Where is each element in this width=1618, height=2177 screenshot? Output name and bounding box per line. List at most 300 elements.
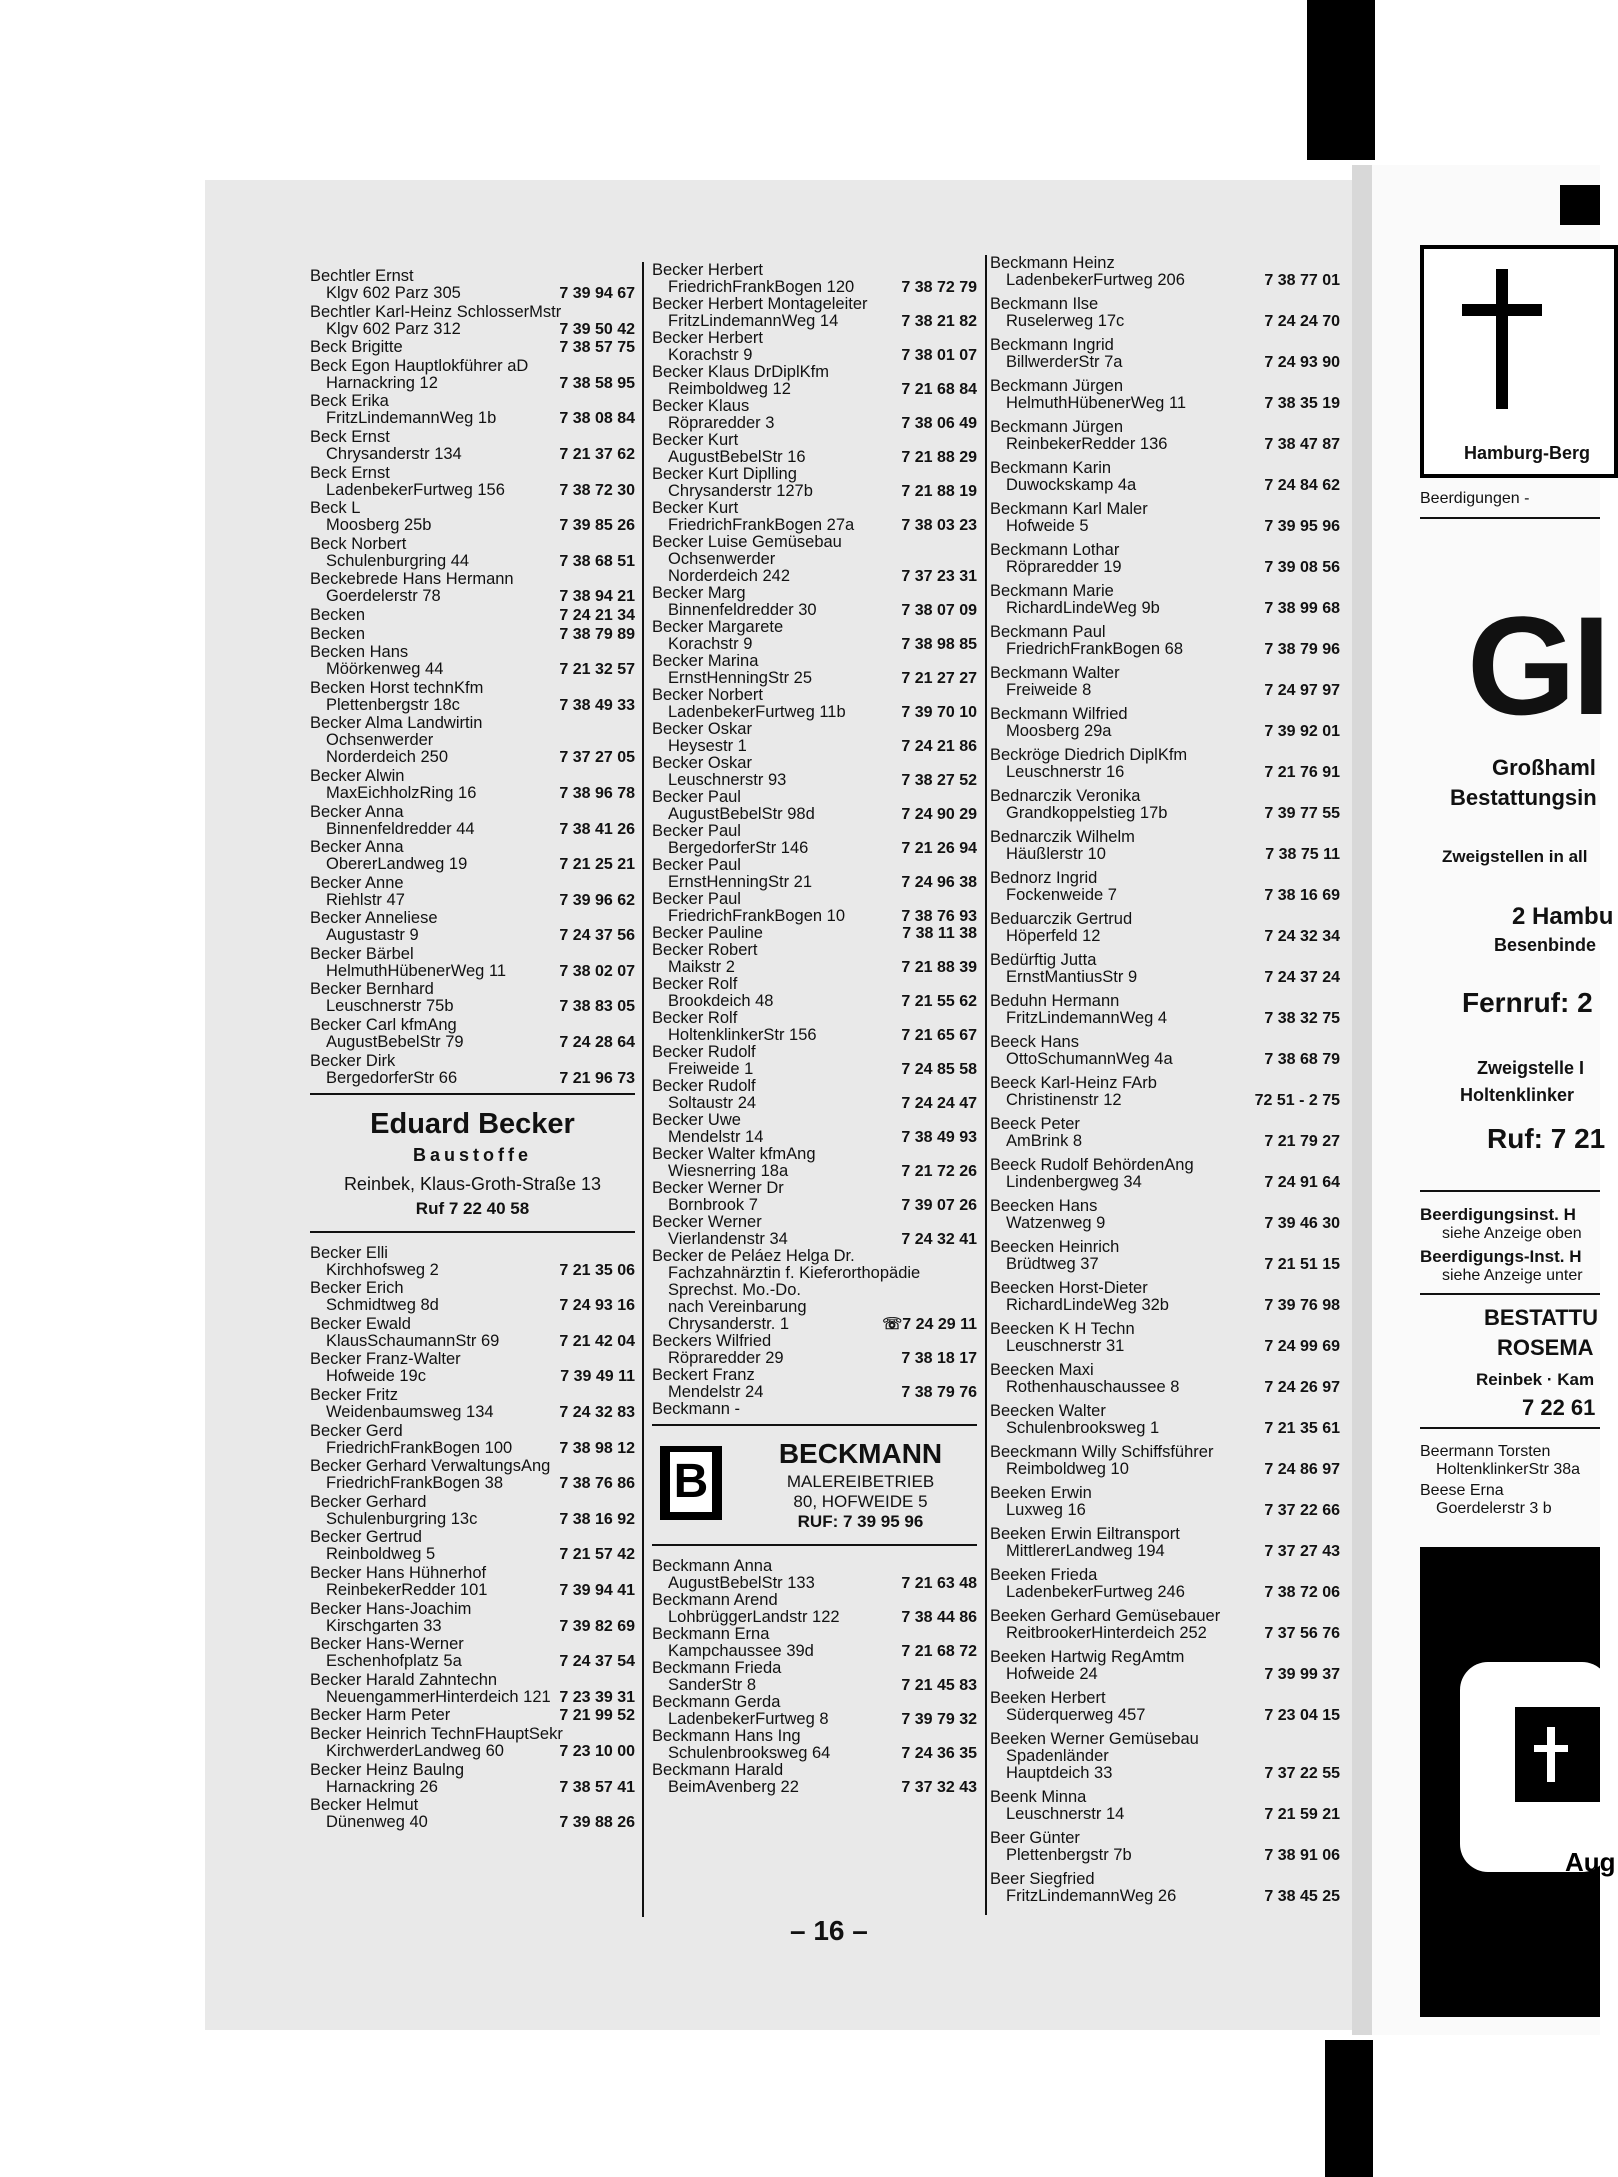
list-item [310, 875, 635, 909]
right-line-a: Großhaml [1492, 755, 1596, 780]
entry-address: Duwockskamp 4a [1006, 476, 1137, 494]
list-item [990, 583, 1340, 617]
entry-phone: 7 38 98 12 [559, 1439, 635, 1457]
entry-phone: 7 38 44 86 [901, 1609, 977, 1626]
entry-phone: 7 24 93 90 [1264, 354, 1340, 371]
entry-name: Becker Luise Gemüsebau [652, 533, 842, 551]
entry-phone: 7 23 39 31 [559, 1688, 635, 1706]
entry-name: Beckmann Hans Ing [652, 1727, 801, 1745]
cross-box-caption: Hamburg-Berg [1464, 443, 1591, 463]
entry-address: Freiweide 8 [1006, 681, 1092, 699]
entry-address: FriedrichFrankBogen 68 [1006, 640, 1184, 658]
entry-address: Binnenfeldredder 30 [668, 601, 817, 619]
entry-phone: 7 21 51 15 [1264, 1256, 1340, 1273]
entry-name: Becker Alwin [310, 766, 405, 785]
entry-phone: 7 38 02 07 [559, 962, 635, 980]
right-line-e: Besenbinde [1494, 935, 1597, 955]
entry-name: Becker Carl kfmAng [310, 1016, 457, 1035]
entry-address: Hofweide 19c [326, 1367, 426, 1386]
entry-address: LohbrüggerLandstr 122 [668, 1608, 840, 1626]
list-item [310, 607, 635, 624]
entry-phone: 7 21 79 27 [1264, 1133, 1340, 1150]
entry-name: Becker Klaus DrDiplKfm [652, 363, 829, 381]
right-rule-1 [1420, 517, 1600, 519]
entry-name: Becker Werner [652, 1213, 762, 1231]
entry-name: Becker Oskar [652, 754, 752, 772]
entry-address: Rothenhauschaussee 8 [1006, 1378, 1180, 1396]
right-line-c: Zweigstellen in all [1442, 847, 1588, 866]
entry-address: Reinboldweg 5 [326, 1545, 436, 1564]
list-item [652, 1367, 977, 1401]
entry-name: Beck Brigitte [310, 338, 403, 357]
entry-name: Beckmann Heinz [990, 254, 1115, 272]
entry-phone: 7 21 42 04 [559, 1332, 635, 1350]
entry-address: Leuschnerstr 31 [1006, 1337, 1125, 1355]
directory-column-2 [652, 262, 977, 1796]
list-item [652, 296, 977, 330]
binding-strip-top [1307, 0, 1375, 160]
list-item [990, 378, 1340, 412]
list-item [990, 1075, 1340, 1109]
ad-address: Reinbek, Klaus-Groth-Straße 13 [343, 1173, 602, 1194]
entry-address: Moosberg 29a [1006, 722, 1112, 740]
entry-name: Becker Kurt Diplling [652, 465, 797, 483]
entry-name: Beecken Walter [990, 1402, 1106, 1420]
entry-name: Beck Norbert [310, 534, 407, 553]
list-item [990, 1526, 1340, 1560]
right-line-d: 2 Hambu [1512, 903, 1614, 930]
entry-phone: 7 24 36 35 [901, 1745, 977, 1762]
list-item [652, 1214, 977, 1248]
entry-name: Becker Paul [652, 788, 741, 806]
entry-address: SanderStr 8 [668, 1676, 757, 1694]
list-item [310, 1494, 635, 1528]
entry-phone: 7 39 95 96 [1264, 518, 1340, 535]
entry-address: AugustBebelStr 133 [668, 1574, 815, 1592]
entry-name: Beck Ernst [310, 463, 390, 482]
entry-phone: ☏7 24 29 11 [882, 1316, 977, 1333]
entry-phone: 7 24 86 97 [1264, 1461, 1340, 1478]
entry-name: Beckmann Jürgen [990, 377, 1123, 395]
entry-phone: 7 38 03 23 [901, 517, 977, 534]
entry-address: BillwerderStr 7a [1006, 353, 1123, 371]
entry-address: BergedorferStr 146 [668, 839, 809, 857]
entry-name: Becker Werner Dr [652, 1179, 784, 1197]
entry-name: Becker Harm Peter [310, 1706, 451, 1725]
bestatt-2: ROSEMA [1497, 1335, 1594, 1360]
entry-phone: 7 38 76 86 [559, 1475, 635, 1493]
list-item [652, 1728, 977, 1762]
entry-name: Becken [310, 605, 366, 624]
entry-name: Beer Siegfried [990, 1870, 1095, 1888]
entry-phone: 7 21 88 19 [901, 483, 977, 500]
entry-name: Becker Anne [310, 873, 404, 892]
entry-phone: 7 24 93 16 [559, 1297, 635, 1315]
entry-name: Bednarczik Wilhelm [990, 828, 1135, 846]
list-item [652, 1180, 977, 1214]
entry-address: Röpraredder 19 [1006, 558, 1122, 576]
entry-name: Becker Gertrud [310, 1528, 422, 1547]
ad-title: BECKMANN [778, 1438, 943, 1469]
entry-address: Bornbrook 7 [668, 1196, 758, 1214]
entry-name: Becker Harald Zahntechn [310, 1670, 498, 1689]
entry-address: Korachstr 9 [668, 635, 753, 653]
entry-phone: 7 21 37 62 [559, 445, 635, 463]
entry-address: Hofweide 24 [1006, 1665, 1098, 1683]
list-item [652, 1248, 977, 1333]
list-item [310, 910, 635, 944]
entry-address: HelmuthHübenerWeg 11 [326, 961, 507, 980]
entry-name: Beckmann Ilse [990, 295, 1099, 313]
list-item [990, 624, 1340, 658]
entry-name: Becker Oskar [652, 720, 752, 738]
list-item [652, 1660, 977, 1694]
list-item [652, 1762, 977, 1796]
entry-address: Leuschnerstr 14 [1006, 1805, 1125, 1823]
entry-phone: 7 24 26 97 [1264, 1379, 1340, 1396]
section-rule [310, 1231, 635, 1233]
list-item [652, 1592, 977, 1626]
entry-name: Becker Rolf [652, 1009, 738, 1027]
list-item [990, 1403, 1340, 1437]
entry-name: Becker Rolf [652, 975, 738, 993]
entry-phone: 7 38 06 49 [901, 415, 977, 432]
entry-address: Freiweide 1 [668, 1060, 754, 1078]
list-item [652, 585, 977, 619]
entry-name: Beecken Hans [990, 1197, 1098, 1215]
entry-name: Beckmann Harald [652, 1761, 784, 1779]
entry-phone: 7 24 91 64 [1264, 1174, 1340, 1191]
entry-address: Goerdelerstr 78 [326, 587, 441, 606]
entry-name: Becker Herbert Montageleiter [652, 295, 868, 313]
list-item [990, 1239, 1340, 1273]
entry-phone: 7 21 88 39 [901, 959, 977, 976]
entry-name: Bechtler Ernst [310, 267, 414, 285]
entry-name: Beckebrede Hans Hermann [310, 570, 514, 589]
entry-phone: 7 39 46 30 [1264, 1215, 1340, 1232]
entry-name: Becker Heinrich TechnFHauptSekr [310, 1724, 563, 1743]
entry-address: Norderdeich 250 [326, 748, 448, 767]
ad-subtitle: Baustoffe [412, 1144, 532, 1165]
list-item [990, 1321, 1340, 1355]
right-list-1b: siehe Anzeige oben [1442, 1225, 1582, 1242]
entry-address: Chrysanderstr 127b [668, 482, 813, 500]
black-ad-bottom-text: Aug [1565, 1847, 1616, 1877]
entry-name: Becker Paul [652, 890, 741, 908]
entry-phone: 7 21 72 26 [901, 1163, 977, 1180]
entry-phone: 7 39 85 26 [559, 517, 635, 535]
entry-address: Schulenbrooksweg 64 [668, 1744, 831, 1762]
entry-name: Beckröge Diedrich DiplKfm [990, 746, 1188, 764]
entry-address: Reimboldweg 10 [1006, 1460, 1129, 1478]
entry-address: Ruselerweg 17c [1006, 312, 1125, 330]
entry-phone: 7 38 07 09 [901, 602, 977, 619]
entry-phone: 7 38 08 84 [559, 410, 635, 428]
entry-name: Beeck Peter [990, 1115, 1080, 1133]
entry-name: Beckmann Paul [990, 623, 1106, 641]
list-item [310, 1601, 635, 1635]
ad-logo [660, 1446, 722, 1520]
entry-name: Becker Kurt [652, 431, 739, 449]
list-item [990, 501, 1340, 535]
right-rule-4 [1420, 1427, 1600, 1429]
entry-name: Bedürftig Jutta [990, 951, 1097, 969]
entry-address: FriedrichFrankBogen 38 [326, 1474, 504, 1493]
entry-name: Becker Heinz Baulng [310, 1760, 465, 1779]
list-item [652, 432, 977, 466]
list-item [990, 788, 1340, 822]
list-item [310, 536, 635, 570]
entry-phone: 7 39 79 32 [901, 1711, 977, 1728]
list-item [652, 755, 977, 789]
list-item [990, 952, 1340, 986]
entry-address: AugustBebelStr 79 [326, 1033, 464, 1052]
entry-name: Beeken Werner Gemüsebau [990, 1730, 1199, 1748]
entry-name: Becker Gerd [310, 1421, 403, 1440]
list-item [990, 1731, 1340, 1782]
list-item [310, 1280, 635, 1314]
entry-name: Becker Ewald [310, 1314, 411, 1333]
entry-name: Beduhn Hermann [990, 992, 1120, 1010]
entry-phone: 7 24 24 70 [1264, 313, 1340, 330]
entry-phone: 7 37 27 43 [1264, 1543, 1340, 1560]
list-item [310, 1726, 635, 1760]
entry-phone: 7 38 16 69 [1264, 887, 1340, 904]
entry-phone: 7 38 16 92 [559, 1510, 635, 1528]
list-item [652, 500, 977, 534]
entry-address: Ochsenwerder [668, 550, 776, 568]
entry-address: Mendelstr 24 [668, 1383, 764, 1401]
list-item [652, 1146, 977, 1180]
entry-name: Becker Erich [310, 1279, 404, 1298]
entry-name: Becker Hans-Joachim [310, 1599, 472, 1618]
list-item [310, 465, 635, 499]
entry-name: Becker Helmut [310, 1796, 419, 1815]
list-item [310, 1316, 635, 1350]
entry-phone: 7 38 32 75 [1264, 1010, 1340, 1027]
entry-address: ReinbekerRedder 136 [1006, 435, 1168, 453]
entry-phone: 7 38 47 87 [1264, 436, 1340, 453]
entry-phone: 7 21 55 62 [901, 993, 977, 1010]
bestatt-1: BESTATTU [1484, 1305, 1599, 1330]
entry-name: Becker Rudolf [652, 1077, 756, 1095]
entry-address: Brüdtweg 37 [1006, 1255, 1099, 1273]
entry-address: Heysestr 1 [668, 737, 747, 755]
entry-phone: 7 24 24 47 [901, 1095, 977, 1112]
entry-name: Becker Fritz [310, 1386, 399, 1405]
entry-name: Becker Paul [652, 822, 741, 840]
right-page [1372, 165, 1616, 2035]
entry-name: Bednorz Ingrid [990, 869, 1098, 887]
entry-phone: 7 38 79 76 [901, 1384, 977, 1401]
entry-phone: 7 21 65 67 [901, 1027, 977, 1044]
entry-name: Beck Ernst [310, 427, 390, 446]
list-item [990, 1362, 1340, 1396]
entry-name: Beckmann Wilfried [990, 705, 1128, 723]
entry-address: ReinbekerRedder 101 [326, 1581, 488, 1599]
entry-name: Beeck Rudolf BehördenAng [990, 1156, 1194, 1174]
entry-address: Lindenbergweg 34 [1006, 1173, 1142, 1191]
entry-phone: 7 38 72 06 [1264, 1584, 1340, 1601]
right-line-b: Bestattungsin [1450, 785, 1597, 810]
ad-phone: RUF: 7 39 95 96 [797, 1512, 924, 1531]
cross-bar [1462, 304, 1542, 316]
entry-address: FriedrichFrankBogen 120 [668, 278, 855, 296]
entry-address: Mendelstr 14 [668, 1128, 764, 1146]
entry-address: MaxEichholzRing 16 [326, 783, 477, 802]
entry-phone: 7 37 27 05 [559, 749, 635, 767]
list-item [990, 1485, 1340, 1519]
right-line-f: Fernruf: 2 [1462, 987, 1593, 1018]
list-item [990, 296, 1340, 330]
entry-address: Spadenländer [1006, 1747, 1109, 1765]
right-rule-2 [1420, 1190, 1600, 1192]
right-header-block [1560, 185, 1600, 225]
entry-address: Grandkoppelstieg 17b [1006, 804, 1168, 822]
list-item [310, 1565, 635, 1599]
entry-name: Becker Alma Landwirtin [310, 714, 483, 733]
entry-address: Fachzahnärztin f. Kieferorthopädie [668, 1264, 921, 1282]
list-item [310, 268, 635, 302]
entry-address: Kirchhofsweg 2 [326, 1260, 439, 1279]
entry-phone: 7 21 35 61 [1264, 1420, 1340, 1437]
entry-address: Kirschgarten 33 [326, 1616, 442, 1635]
list-item [652, 1078, 977, 1112]
entry-name: Beecken Maxi [990, 1361, 1094, 1379]
ad-phone: Ruf 7 22 40 58 [415, 1198, 530, 1218]
section-rule [310, 1093, 635, 1095]
entry-address: Schulenbrooksweg 1 [1006, 1419, 1160, 1437]
list-item [652, 925, 977, 942]
entry-name: Beeken Erwin [990, 1484, 1092, 1502]
list-item [310, 1387, 635, 1421]
entry-phone: 7 21 35 06 [559, 1261, 635, 1279]
entry-address: Höperfeld 12 [1006, 927, 1101, 945]
column-rule-1 [642, 262, 644, 1917]
entry-phone: 7 38 57 75 [559, 339, 635, 357]
entry-name: Beckmann Walter [990, 664, 1120, 682]
advertisement [652, 1432, 977, 1538]
entry-name: Beeck Hans [990, 1033, 1079, 1051]
entry-phone: 7 38 79 96 [1264, 641, 1340, 658]
entry-phone: 7 21 45 83 [901, 1677, 977, 1694]
entry-address: Augustastr 9 [326, 926, 419, 945]
entry-phone: 7 21 26 94 [901, 840, 977, 857]
entry-address: Kampchaussee 39d [668, 1642, 814, 1660]
bestatt-3: Reinbek · Kam [1476, 1370, 1595, 1389]
entry-name: Becker Margarete [652, 618, 784, 636]
list-item [990, 706, 1340, 740]
entry-phone: 7 38 91 06 [1264, 1847, 1340, 1864]
entry-name: Bednarczik Veronika [990, 787, 1141, 805]
list-item [652, 789, 977, 823]
entry-address: ObererLandweg 19 [326, 855, 468, 874]
entry-phone: 7 23 04 15 [1264, 1707, 1340, 1724]
entry-name: Becker Norbert [652, 686, 763, 704]
right-entry-2a: Beese Erna [1420, 1482, 1504, 1499]
entry-name: Becker Hans-Werner [310, 1635, 464, 1654]
entry-phone: 7 38 75 11 [1265, 846, 1340, 863]
list-item [310, 429, 635, 463]
list-item [652, 1401, 977, 1418]
list-item [652, 1044, 977, 1078]
entry-address: ErnstMantiusStr 9 [1006, 968, 1138, 986]
entry-name: Beckmann Arend [652, 1591, 778, 1609]
entry-address: Schulenburgring 44 [326, 551, 470, 570]
entry-address: KlausSchaumannStr 69 [326, 1331, 500, 1350]
entry-name: Becker Kurt [652, 499, 739, 517]
entry-phone: 7 24 37 24 [1264, 969, 1340, 986]
list-item [310, 680, 635, 714]
directory-column-1 [310, 268, 635, 1833]
entry-address: AugustBebelStr 16 [668, 448, 806, 466]
entry-phone: 7 38 99 68 [1264, 600, 1340, 617]
entry-phone: 7 21 68 84 [901, 381, 977, 398]
right-entry-1b: HoltenklinkerStr 38a [1436, 1461, 1581, 1478]
entry-phone: 7 39 96 62 [559, 891, 635, 909]
entry-address: OttoSchumannWeg 4a [1006, 1050, 1173, 1068]
right-list-2: Beerdigungs-Inst. H [1420, 1247, 1582, 1266]
entry-name: Beeken Hartwig RegAmtm [990, 1648, 1185, 1666]
entry-name: Beenk Minna [990, 1788, 1087, 1806]
entry-name: Becker Gerhard VerwaltungsAng [310, 1457, 551, 1476]
entry-phone: 7 38 49 93 [901, 1129, 977, 1146]
entry-address: LadenbekerFurtweg 156 [326, 480, 505, 499]
entry-phone: 7 39 49 11 [560, 1368, 635, 1386]
entry-address: HoltenklinkerStr 156 [668, 1026, 817, 1044]
entry-name: Becker Marina [652, 652, 759, 670]
entry-phone: 7 21 96 73 [559, 1069, 635, 1087]
entry-address: KirchwerderLandweg 60 [326, 1741, 504, 1760]
entry-name: Becker Robert [652, 941, 758, 959]
entry-phone: 7 24 37 56 [559, 927, 635, 945]
list-item [990, 1280, 1340, 1314]
entry-name: Becker Paul [652, 856, 741, 874]
advertisement [310, 1101, 635, 1225]
list-item [310, 358, 635, 392]
list-item [310, 768, 635, 802]
list-item [990, 460, 1340, 494]
right-line-i: Ruf: 7 21 [1487, 1123, 1606, 1154]
list-item [310, 1053, 635, 1087]
entry-address: Chrysanderstr. 1 [668, 1315, 790, 1333]
entry-phone: 7 37 23 31 [901, 568, 977, 585]
list-item [310, 500, 635, 534]
entry-address: BeimAvenberg 22 [668, 1778, 799, 1796]
entry-name: Becker Bernhard [310, 980, 434, 999]
list-item [652, 857, 977, 891]
entry-address: Luxweg 16 [1006, 1501, 1086, 1519]
entry-phone: 7 21 99 52 [559, 1707, 635, 1725]
entry-address: Schmidtweg 8d [326, 1296, 439, 1315]
entry-address: FritzLindemannWeg 26 [1006, 1887, 1177, 1905]
list-item [652, 1010, 977, 1044]
entry-name: Beeken Erwin Eiltransport [990, 1525, 1180, 1543]
list-item [990, 1034, 1340, 1068]
entry-name: Beck L [310, 499, 361, 518]
entry-phone: 72 51 - 2 75 [1254, 1092, 1340, 1109]
list-item [990, 1789, 1340, 1823]
entry-name: Becker Herbert [652, 261, 763, 279]
list-item [310, 626, 635, 643]
entry-address: LadenbekerFurtweg 8 [668, 1710, 829, 1728]
list-item [990, 419, 1340, 453]
entry-name: Beckmann Jürgen [990, 418, 1123, 436]
inner-cross-icon [1547, 1727, 1555, 1782]
list-item [652, 534, 977, 585]
list-item [310, 839, 635, 873]
entry-name: Beckmann Frieda [652, 1659, 782, 1677]
